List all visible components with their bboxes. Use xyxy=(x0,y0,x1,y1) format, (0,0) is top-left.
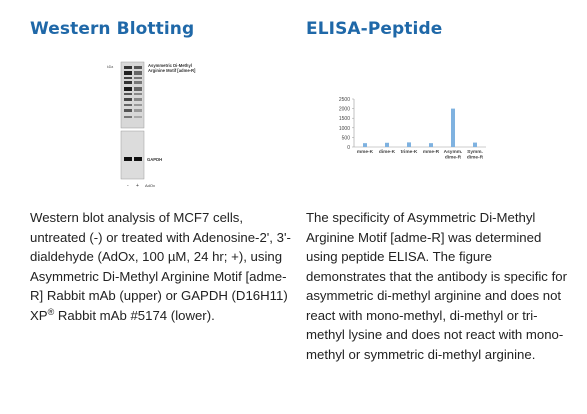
chart-x-tick-label: dime-R xyxy=(466,155,484,161)
chart-x-tick-label: mme-K xyxy=(356,150,374,155)
chart-y-tick-label: 1500 xyxy=(338,116,350,123)
chart-y-tick-label: 2000 xyxy=(338,106,350,113)
western-blot-image xyxy=(105,58,235,196)
chart-x-tick-label: Asymm. xyxy=(443,150,463,155)
blot-lower-panel xyxy=(121,131,144,179)
chart-x-tick-label: dime-R xyxy=(444,155,462,161)
chart-y-tick-label: 2500 xyxy=(338,97,350,103)
chart-bar xyxy=(473,143,477,147)
chart-y-tick-label: 500 xyxy=(341,135,350,142)
chart-bar xyxy=(363,143,367,147)
chart-bar xyxy=(429,143,433,147)
chart-x-tick-label: mme-R xyxy=(422,150,440,155)
western-caption-text: Western blot analysis of MCF7 cells, untreated (-) or treated with Adenosine-2', 3'-dialdehyde (AdOx, 100 µM, 24 hr; +), using Asymmetric Di-Methyl Arginine Motif [adme-R] Rabbit mAb (upper) or GAPDH (D16H11) XP xyxy=(30,210,291,323)
blot-lane-minus: - xyxy=(127,183,129,189)
chart-x-tick-label: trime-K xyxy=(400,150,418,155)
blot-header-line2: Arginine Motif [adme-R] xyxy=(148,68,196,73)
elisa-bar-chart xyxy=(306,85,576,175)
western-blotting-title: Western Blotting xyxy=(30,19,195,39)
blot-gapdh-label: GAPDH xyxy=(147,157,163,162)
chart-bar xyxy=(451,109,455,147)
elisa-caption: The specificity of Asymmetric Di-Methyl Arginine Motif [adme-R] was determined using peptide ELISA. The figure demonstrates that the antibody is specific for asymmetric di-methyl arginine and does not react with mono-methyl, di-methyl or tri-methyl lysine and does not react with mono-methyl or symmetric di-methyl arginine. xyxy=(306,210,567,362)
chart-y-tick-label: 0 xyxy=(347,145,350,151)
blot-lane-plus: + xyxy=(136,183,139,189)
chart-bar xyxy=(385,143,389,147)
western-blotting-caption xyxy=(30,208,295,325)
chart-x-tick-label: dime-K xyxy=(378,150,396,155)
chart-bar xyxy=(407,142,411,147)
elisa-peptide-title: ELISA-Peptide xyxy=(306,19,443,39)
chart-y-tick-label: 1000 xyxy=(338,125,350,132)
blot-header-line1: Asymmetric Di-Methyl xyxy=(148,63,192,68)
registered-mark: ® xyxy=(47,306,55,317)
chart-x-tick-label: Symm. xyxy=(467,150,483,155)
western-caption-tail: Rabbit mAb #5174 (lower). xyxy=(54,307,215,323)
blot-marker-labels: kDa xyxy=(107,65,114,69)
blot-lane-agent: AdOx xyxy=(145,183,156,188)
